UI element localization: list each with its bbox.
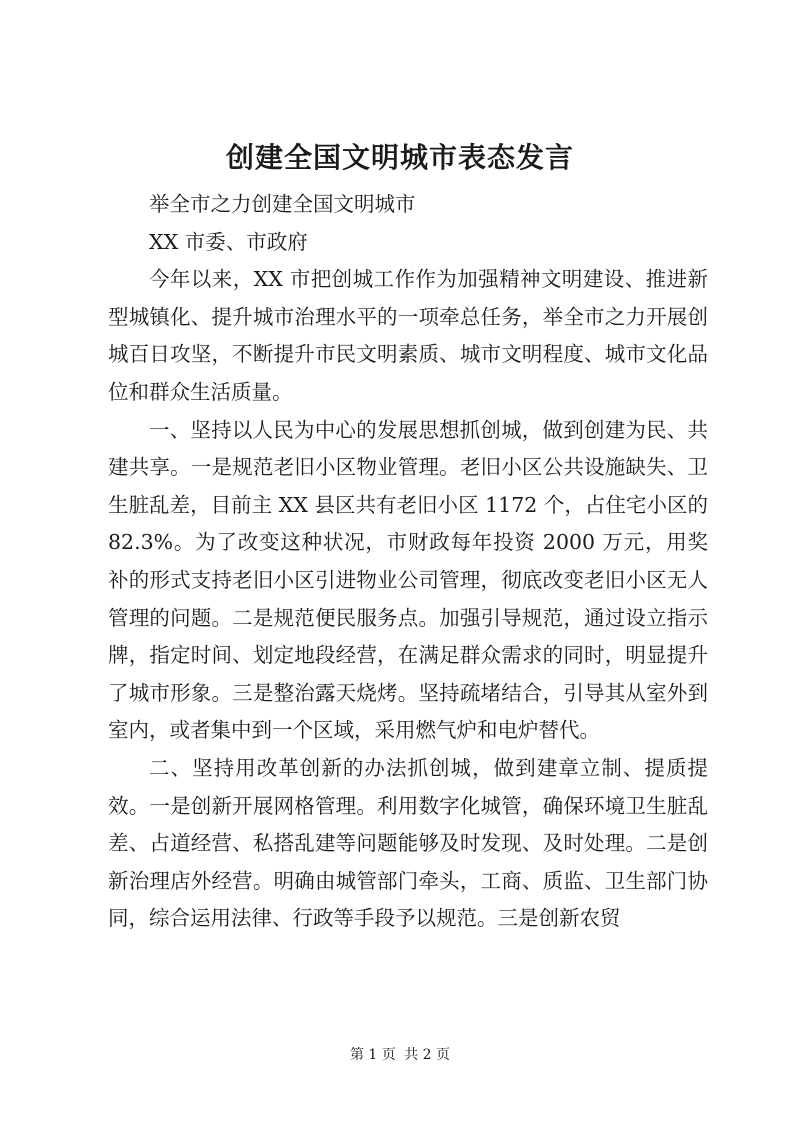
paragraph-intro: 今年以来，XX 市把创城工作作为加强精神文明建设、推进新型城镇化、提升城市治理水平的一项牵总任务，举全市之力开展创城百日攻坚，不断提升市民文明素质、城市文明程度、城市文化品位和群众生活质量。 [108, 267, 708, 404]
document-body [108, 186, 708, 938]
page-number: 第 1 页 [349, 1047, 396, 1063]
paragraph-section-1: 一、坚持以人民为中心的发展思想抓创城，做到创建为民、共建共享。一是规范老旧小区物业管理。老旧小区公共设施缺失、卫生脏乱差，目前主 XX 县区共有老旧小区 1172 个，占住宅小区的 82.3%。为了改变这种状况，市财政每年投资 2000 万元，用奖补的形式支持老旧小区引进物业公司管理，彻底改变老旧小区无人管理的问题。二是规范便民服务点。加强引导规范，通过设立指示牌，指定时间、划定地段经营，在满足群众需求的同时，明显提升了城市形象。三是整治露天烧烤。坚持疏堵结合，引导其从室外到室内，或者集中到一个区域，采用燃气炉和电炉替代。 [108, 417, 708, 743]
page-total: 共 2 页 [404, 1047, 451, 1063]
paragraph-subtitle: 举全市之力创建全国文明城市 [149, 192, 416, 216]
document-title: 创建全国文明城市表态发言 [225, 141, 574, 174]
paragraph-section-2: 二、坚持用改革创新的办法抓创城，做到建章立制、提质提效。一是创新开展网格管理。利用数字化城管，确保环境卫生脏乱差、占道经营、私搭乱建等问题能够及时发现、及时处理。二是创新治理店外经营。明确由城管部门牵头，工商、质监、卫生部门协同，综合运用法律、行政等手段予以规范。三是创新农贸 [108, 755, 708, 931]
page-footer [0, 1045, 800, 1065]
paragraph-author: XX 市委、市政府 [149, 229, 308, 254]
